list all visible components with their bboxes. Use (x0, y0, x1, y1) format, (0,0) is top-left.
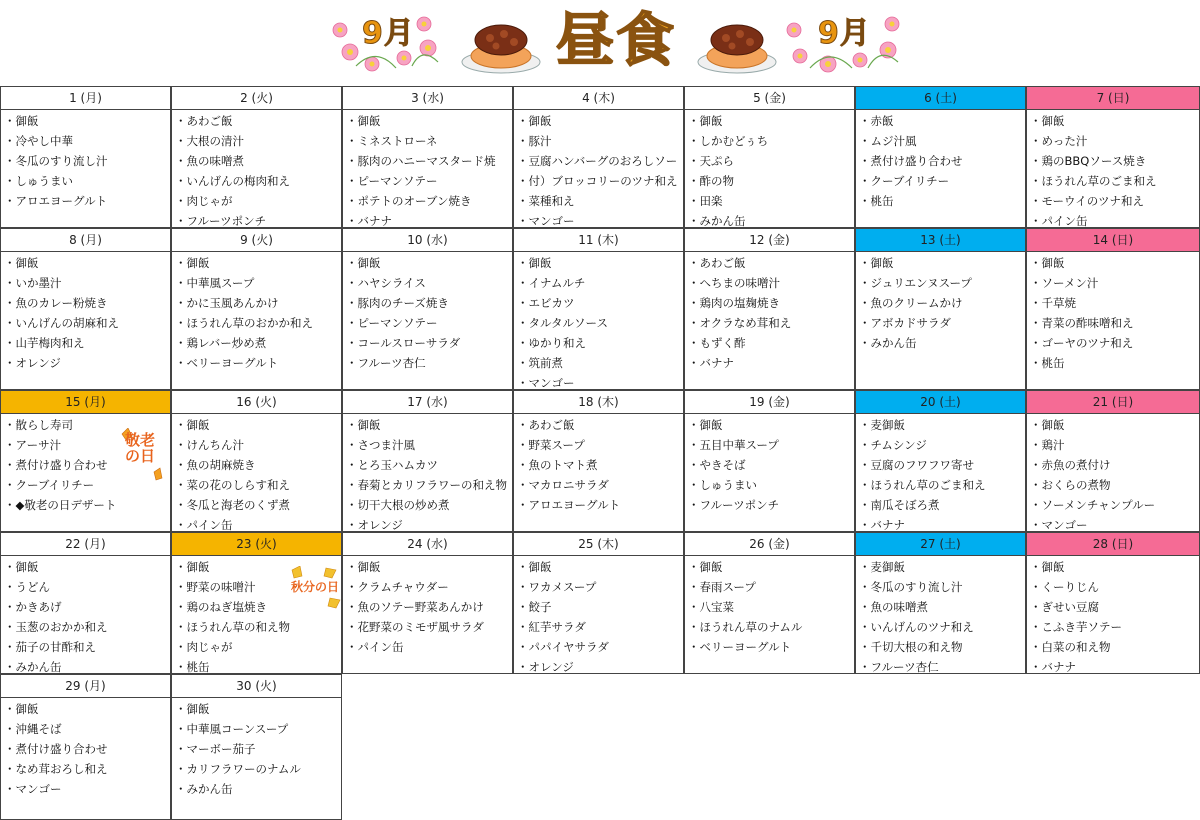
menu-item: ・御飯 (1030, 256, 1065, 270)
day-cell (513, 390, 684, 532)
menu-item: ・切干大根の炒め煮 (346, 498, 450, 512)
day-header: 7 (日) (1027, 87, 1199, 110)
day-header: 16 (火) (172, 391, 341, 414)
day-cell (1026, 228, 1200, 390)
menu-item: ・バナナ (346, 214, 392, 228)
menu-list (343, 110, 512, 231)
menu-item: ・豆腐のフワフワ寄せ (859, 458, 974, 472)
menu-list (514, 110, 683, 231)
menu-item: ・山芋梅肉和え (4, 336, 85, 350)
day-header: 3 (水) (343, 87, 512, 110)
day-cell (171, 674, 342, 820)
menu-item: ・クーブイリチー (4, 478, 95, 492)
day-header: 1 (月) (1, 87, 170, 110)
day-header: 10 (水) (343, 229, 512, 252)
menu-item: ・御飯 (517, 256, 552, 270)
menu-item: ・パパイヤサラダ (517, 640, 609, 654)
menu-list (514, 414, 683, 515)
day-header: 25 (木) (514, 533, 683, 556)
menu-item: ・マンゴー (517, 376, 575, 390)
menu-item: ・鶏レバー炒め煮 (175, 336, 267, 350)
menu-item: ・冬瓜のすり流し汁 (859, 580, 963, 594)
menu-item: ・茄子の甘酢和え (4, 640, 96, 654)
menu-item: ・魚のクリームかけ (859, 296, 963, 310)
month-label-left: 9月 (362, 16, 415, 51)
menu-item: ・野菜の味噌汁 (175, 580, 256, 594)
menu-item: ・中華風コーンスープ (175, 722, 289, 736)
menu-list (514, 252, 683, 393)
menu-item: ・春菊とカリフラワーの和え物 (346, 478, 507, 492)
day-header: 23 (火) (172, 533, 341, 556)
menu-item: ・タルタルソース (517, 316, 608, 330)
menu-item: ・酢の物 (688, 174, 734, 188)
keiro-badge-text: 敬老の日 (124, 431, 155, 465)
menu-item: ・御飯 (346, 114, 381, 128)
menu-item: ・野菜スープ (517, 438, 585, 452)
menu-item: ・鶏のねぎ塩焼き (175, 600, 267, 614)
day-header: 2 (火) (172, 87, 341, 110)
menu-item: ・大根の清汁 (175, 134, 244, 148)
menu-item: ・ベリーヨーグルト (175, 356, 279, 370)
day-header: 29 (月) (1, 675, 170, 698)
menu-item: ・フルーツポンチ (175, 214, 267, 228)
menu-list (343, 252, 512, 373)
menu-item: ・豚肉のハニーマスタード焼 (346, 154, 496, 168)
menu-item: ・麦御飯 (859, 560, 905, 574)
menu-item: ・マンゴー (1030, 518, 1088, 532)
day-cell (855, 532, 1026, 674)
menu-item: ・御飯 (346, 256, 381, 270)
menu-item: ・あわご飯 (688, 256, 746, 270)
menu-item: ・ムジ汁風 (859, 134, 917, 148)
menu-item: ・田楽 (688, 194, 723, 208)
menu-list (1027, 414, 1199, 535)
menu-item: ・桃缶 (1030, 356, 1065, 370)
menu-item: ・アロエヨーグルト (517, 498, 621, 512)
menu-item: ・ジュリエンヌスープ (859, 276, 972, 290)
day-cell (342, 390, 513, 532)
menu-item: ・マンゴー (517, 214, 575, 228)
menu-item: ・マーボー茄子 (175, 742, 256, 756)
day-header: 15 (月) (1, 391, 170, 414)
menu-list (856, 414, 1025, 535)
menu-item: ・御飯 (175, 256, 210, 270)
page-title: 昼食 (555, 6, 676, 74)
menu-item: ・イナムルチ (517, 276, 586, 290)
menu-item: ・御飯 (175, 560, 210, 574)
menu-list (343, 556, 512, 657)
menu-list (343, 414, 512, 535)
menu-item: ・御飯 (4, 702, 39, 716)
menu-item: ・青菜の酢味噌和え (1030, 316, 1134, 330)
menu-item: ・八宝菜 (688, 600, 734, 614)
menu-item: ・いんげんの梅肉和え (175, 174, 290, 188)
menu-item: ・ベリーヨーグルト (688, 640, 792, 654)
day-cell (684, 532, 855, 674)
menu-item: ・アロエヨーグルト (4, 194, 108, 208)
menu-item: ・御飯 (688, 114, 723, 128)
menu-list (1, 110, 170, 211)
menu-list (172, 110, 341, 231)
menu-item: ・魚のカレー粉焼き (4, 296, 108, 310)
day-header: 13 (土) (856, 229, 1025, 252)
menu-item: ・ゆかり和え (517, 336, 586, 350)
day-cell (171, 86, 342, 228)
menu-item: ・バナナ (688, 356, 734, 370)
pasta-illustration-left (460, 14, 542, 76)
menu-item: ・春雨スープ (688, 580, 756, 594)
shubun-no-hi-badge (286, 566, 342, 614)
day-header: 19 (金) (685, 391, 854, 414)
menu-item: ・みかん缶 (4, 660, 62, 674)
menu-item: ・ミネストローネ (346, 134, 438, 148)
menu-item: ・御飯 (175, 418, 210, 432)
menu-item: ・あわご飯 (175, 114, 233, 128)
menu-item: ・おくらの煮物 (1030, 478, 1111, 492)
menu-item: ・アーサ汁 (4, 438, 62, 452)
day-header: 20 (土) (856, 391, 1025, 414)
day-cell (171, 390, 342, 532)
menu-item: ・やきそば (688, 458, 746, 472)
menu-item: ・鶏汁 (1030, 438, 1065, 452)
menu-item: ・付）ブロッコリーのツナ和え (517, 174, 678, 188)
menu-item: ・赤魚の煮付け (1030, 458, 1111, 472)
menu-item: ・パイン缶 (175, 518, 233, 532)
menu-item: ・菜の花のしらす和え (175, 478, 290, 492)
menu-item: ・バナナ (1030, 660, 1076, 674)
menu-item: ・いか墨汁 (4, 276, 62, 290)
menu-item: ・御飯 (346, 560, 381, 574)
day-cell (855, 228, 1026, 390)
menu-item: ・煮付け盛り合わせ (4, 458, 108, 472)
day-header: 28 (日) (1027, 533, 1199, 556)
menu-item: ・沖縄そば (4, 722, 62, 736)
day-header: 26 (金) (685, 533, 854, 556)
menu-item: ・魚のトマト煮 (517, 458, 598, 472)
menu-list (172, 698, 341, 799)
menu-item: ・肉じゃが (175, 640, 233, 654)
menu-item: ・くーりじん (1030, 580, 1099, 594)
day-header: 14 (日) (1027, 229, 1199, 252)
menu-item: ・豚肉のチーズ焼き (346, 296, 449, 310)
menu-item: ・魚の味噌煮 (859, 600, 928, 614)
menu-item: ・玉葱のおかか和え (4, 620, 108, 634)
day-cell (0, 674, 171, 820)
menu-item: ・しゅうまい (4, 174, 73, 188)
day-cell (855, 86, 1026, 228)
menu-item: ・ほうれん草のおかか和え (175, 316, 313, 330)
menu-item: ・桃缶 (859, 194, 894, 208)
day-header: 30 (火) (172, 675, 341, 698)
pasta-illustration-right (696, 14, 778, 76)
menu-item: ・御飯 (346, 418, 381, 432)
menu-item: ・けんちん汁 (175, 438, 244, 452)
day-header: 12 (金) (685, 229, 854, 252)
menu-item: ・◆敬老の日デザート (4, 498, 117, 512)
menu-item: ・冬瓜のすり流し汁 (4, 154, 108, 168)
menu-item: ・中華風スープ (175, 276, 255, 290)
menu-item: ・オレンジ (346, 518, 403, 532)
menu-list (1, 252, 170, 373)
menu-item: ・なめ茸おろし和え (4, 762, 108, 776)
menu-item: ・御飯 (859, 256, 894, 270)
menu-item: ・散らし寿司 (4, 418, 73, 432)
menu-item: ・オクラなめ茸和え (688, 316, 792, 330)
menu-item: ・ソーメンチャンプルー (1030, 498, 1156, 512)
menu-item: ・御飯 (4, 256, 39, 270)
day-cell (0, 86, 171, 228)
menu-item: ・ほうれん草のごま和え (859, 478, 986, 492)
menu-item: ・御飯 (517, 114, 552, 128)
menu-list (1027, 252, 1199, 373)
day-cell (0, 228, 171, 390)
menu-item: ・とろ玉ハムカツ (346, 458, 438, 472)
month-tag-right (780, 6, 930, 76)
day-header: 27 (土) (856, 533, 1025, 556)
menu-item: ・アボカドサラダ (859, 316, 951, 330)
menu-list (685, 252, 854, 373)
menu-item: ・ほうれん草のごま和え (1030, 174, 1157, 188)
menu-item: ・ほうれん草のナムル (688, 620, 803, 634)
menu-item: ・ほうれん草の和え物 (175, 620, 290, 634)
menu-item: ・五目中華スープ (688, 438, 779, 452)
menu-item: ・へちまの味噌汁 (688, 276, 780, 290)
menu-item: ・みかん缶 (688, 214, 746, 228)
menu-item: ・マンゴー (4, 782, 62, 796)
menu-item: ・バナナ (859, 518, 905, 532)
menu-item: ・オレンジ (517, 660, 574, 674)
menu-item: ・フルーツ杏仁 (346, 356, 426, 370)
menu-item: ・コールスローサラダ (346, 336, 461, 350)
menu-item: ・千切大根の和え物 (859, 640, 963, 654)
day-header: 24 (水) (343, 533, 512, 556)
menu-item: ・こふき芋ソテー (1030, 620, 1122, 634)
menu-item: ・煮付け盛り合わせ (4, 742, 108, 756)
menu-item: ・御飯 (517, 560, 552, 574)
menu-item: ・さつま汁風 (346, 438, 415, 452)
menu-item: ・フルーツ杏仁 (859, 660, 939, 674)
day-cell (1026, 86, 1200, 228)
menu-item: ・ソーメン汁 (1030, 276, 1099, 290)
month-tag-left (326, 6, 476, 76)
day-cell (171, 228, 342, 390)
menu-list (1027, 110, 1199, 231)
menu-item: ・御飯 (4, 560, 39, 574)
day-cell (513, 228, 684, 390)
menu-item: ・しゅうまい (688, 478, 757, 492)
day-header: 8 (月) (1, 229, 170, 252)
menu-item: ・御飯 (175, 702, 210, 716)
day-cell (342, 532, 513, 674)
page-header (0, 0, 1200, 86)
menu-item: ・みかん缶 (175, 782, 233, 796)
day-header: 22 (月) (1, 533, 170, 556)
menu-list (514, 556, 683, 677)
menu-list (856, 252, 1025, 353)
menu-item: ・菜種和え (517, 194, 575, 208)
menu-item: ・御飯 (1030, 560, 1065, 574)
menu-item: ・ピーマンソテー (346, 316, 438, 330)
day-header: 17 (水) (343, 391, 512, 414)
menu-item: ・パイン缶 (346, 640, 404, 654)
menu-list (1, 698, 170, 799)
day-header: 5 (金) (685, 87, 854, 110)
keiro-no-hi-badge (114, 428, 164, 486)
menu-item: ・筑前煮 (517, 356, 563, 370)
menu-item: ・オレンジ (4, 356, 61, 370)
menu-item: ・御飯 (1030, 114, 1065, 128)
menu-item: ・御飯 (688, 560, 723, 574)
menu-item: ・エビカツ (517, 296, 575, 310)
menu-item: ・めった汁 (1030, 134, 1088, 148)
day-header: 4 (木) (514, 87, 683, 110)
menu-item: ・御飯 (4, 114, 39, 128)
menu-list (856, 556, 1025, 677)
menu-item: ・麦御飯 (859, 418, 905, 432)
menu-item: ・煮付け盛り合わせ (859, 154, 963, 168)
menu-list (172, 414, 341, 535)
menu-item: ・桃缶 (175, 660, 210, 674)
day-cell (0, 532, 171, 674)
menu-item: ・かきあげ (4, 600, 62, 614)
menu-list (1, 556, 170, 677)
menu-item: ・ぎせい豆腐 (1030, 600, 1099, 614)
menu-item: ・御飯 (1030, 418, 1065, 432)
day-header: 6 (土) (856, 87, 1025, 110)
menu-item: ・カリフラワーのナムル (175, 762, 301, 776)
menu-item: ・赤飯 (859, 114, 894, 128)
menu-item: ・魚の味噌煮 (175, 154, 244, 168)
menu-item: ・チムシンジ (859, 438, 927, 452)
menu-item: ・みかん缶 (859, 336, 917, 350)
menu-item: ・ポテトのオーブン焼き (346, 194, 472, 208)
day-header: 18 (木) (514, 391, 683, 414)
shubun-badge-text: 秋分の日 (290, 580, 339, 594)
menu-item: ・いんげんのツナ和え (859, 620, 974, 634)
menu-item: ・もずく酢 (688, 336, 746, 350)
day-cell (342, 228, 513, 390)
day-cell (684, 390, 855, 532)
menu-item: ・ピーマンソテー (346, 174, 438, 188)
menu-item: ・御飯 (688, 418, 723, 432)
menu-list (685, 556, 854, 657)
menu-list (172, 252, 341, 373)
menu-item: ・クラムチャウダー (346, 580, 449, 594)
menu-item: ・千草焼 (1030, 296, 1076, 310)
menu-item: ・天ぷら (688, 154, 734, 168)
menu-item: ・しかむどぅち (688, 134, 769, 148)
day-cell (513, 86, 684, 228)
menu-item: ・白菜の和え物 (1030, 640, 1111, 654)
menu-list (685, 414, 854, 515)
menu-item: ・花野菜のミモザ風サラダ (346, 620, 484, 634)
day-cell (1026, 532, 1200, 674)
menu-item: ・肉じゃが (175, 194, 233, 208)
menu-list (856, 110, 1025, 211)
menu-item: ・いんげんの胡麻和え (4, 316, 119, 330)
menu-item: ・魚のソテー野菜あんかけ (346, 600, 484, 614)
menu-item: ・マカロニサラダ (517, 478, 609, 492)
day-header: 9 (火) (172, 229, 341, 252)
day-cell (855, 390, 1026, 532)
menu-item: ・冬瓜と海老のくず煮 (175, 498, 290, 512)
menu-item: ・鶏肉の塩麹焼き (688, 296, 780, 310)
day-cell (684, 86, 855, 228)
menu-item: ・うどん (4, 580, 50, 594)
month-label-right: 9月 (818, 16, 871, 51)
menu-item: ・かに玉風あんかけ (175, 296, 279, 310)
menu-list (1027, 556, 1199, 677)
menu-item: ・モーウイのツナ和え (1030, 194, 1144, 208)
menu-item: ・紅芋サラダ (517, 620, 586, 634)
day-cell (342, 86, 513, 228)
menu-item: ・フルーツポンチ (688, 498, 780, 512)
menu-item: ・餃子 (517, 600, 552, 614)
day-cell (684, 228, 855, 390)
menu-item: ・ゴーヤのツナ和え (1030, 336, 1134, 350)
day-cell (1026, 390, 1200, 532)
menu-item: ・豚汁 (517, 134, 552, 148)
day-header: 11 (木) (514, 229, 683, 252)
menu-list (685, 110, 854, 231)
menu-item: ・ワカメスープ (517, 580, 597, 594)
day-header: 21 (日) (1027, 391, 1199, 414)
menu-item: ・クーブイリチー (859, 174, 950, 188)
menu-item: ・魚の胡麻焼き (175, 458, 256, 472)
day-cell (513, 532, 684, 674)
menu-item: ・鶏のBBQソース焼き (1030, 154, 1147, 168)
menu-item: ・あわご飯 (517, 418, 575, 432)
menu-item: ・南瓜そぼろ煮 (859, 498, 940, 512)
menu-item: ・豆腐ハンバーグのおろしソー (517, 154, 678, 168)
menu-item: ・パイン缶 (1030, 214, 1088, 228)
menu-item: ・ハヤシライス (346, 276, 426, 290)
menu-item: ・冷やし中華 (4, 134, 73, 148)
